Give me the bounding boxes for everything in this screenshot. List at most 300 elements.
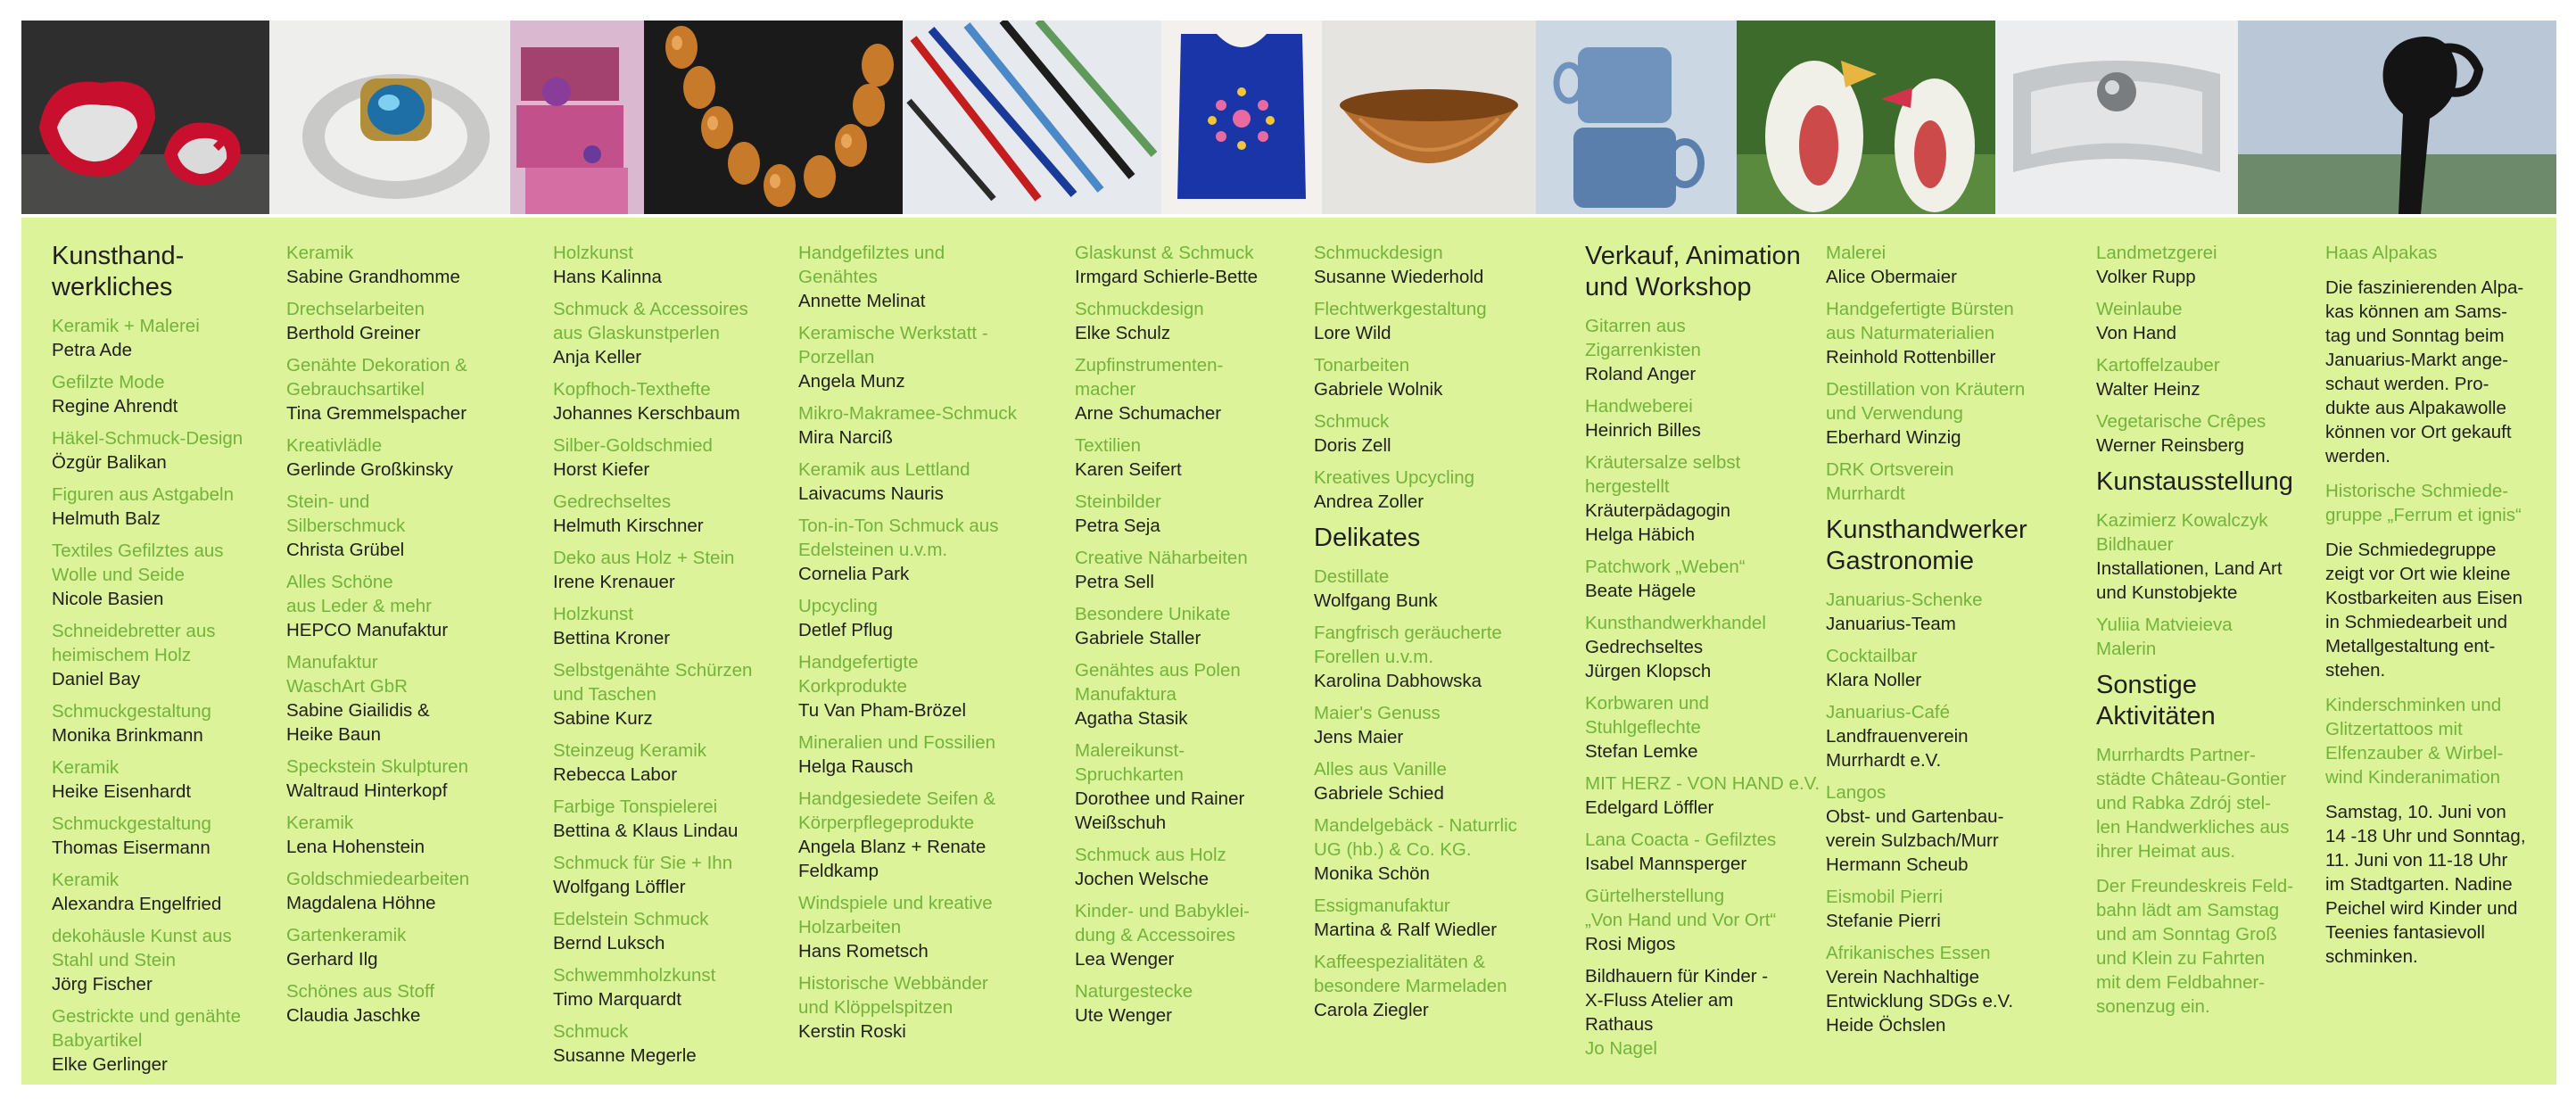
exhibitor-category: und Klöppelspitzen <box>798 997 954 1018</box>
activity-description: Die faszinierenden Alpa- kas können am Sams- tag und Sonntag beim Januarius-Markt ange- schaut werden. Pro- dukte aus Alpakawolle können vor Ort gekauft werden. <box>2325 277 2524 466</box>
column-4 <box>798 241 1061 1052</box>
exhibitor-name: Petra Ade <box>52 340 133 360</box>
exhibitor-entry <box>286 353 536 425</box>
exhibitor-category: Porzellan <box>798 347 875 367</box>
exhibitor-category: DRK Ortsverein <box>1826 459 1954 480</box>
exhibitor-entry <box>286 755 536 803</box>
exhibitor-category: Farbige Tonspielerei <box>553 796 718 817</box>
exhibitor-category: Malerin <box>2096 639 2157 659</box>
red-enamel-bowls-photo <box>21 21 269 214</box>
exhibitor-entry <box>52 924 288 996</box>
exhibitor-name: Susanne Megerle <box>553 1045 697 1066</box>
exhibitor-name: Christa Grübel <box>286 540 405 560</box>
exhibitor-name: Monika Schön <box>1314 863 1430 884</box>
exhibitor-entry <box>2096 508 2324 605</box>
exhibitor-entry <box>52 539 288 611</box>
exhibitor-entry <box>2096 241 2324 289</box>
exhibitor-category: Drechselarbeiten <box>286 299 425 319</box>
exhibitor-entry <box>2096 353 2324 401</box>
exhibitor-category: Handgesiedete Seifen & <box>798 788 996 809</box>
exhibitor-category: Kaffeespezialitäten & <box>1314 952 1486 972</box>
exhibitor-category: Langos <box>1826 782 1887 803</box>
exhibitor-category: Lana Coacta - Gefilztes <box>1585 830 1777 850</box>
exhibitor-name: Gerlinde Großkinsky <box>286 459 453 480</box>
exhibitor-category: Schmuckdesign <box>1075 299 1204 319</box>
exhibitor-entry <box>1075 433 1311 482</box>
exhibitor-category: besondere Marmeladen <box>1314 976 1507 996</box>
exhibitor-entry <box>1314 894 1573 942</box>
exhibitor-category: Holzarbeiten <box>798 917 902 937</box>
exhibitor-entry <box>1585 555 1830 603</box>
exhibitor-category: Januarius-Schenke <box>1826 590 1983 610</box>
exhibitor-category: Kräutersalze selbst <box>1585 452 1741 473</box>
exhibitor-panel <box>21 218 2556 1085</box>
pink-soap-photo <box>510 21 644 214</box>
exhibitor-name: X-Fluss Atelier am <box>1585 990 1734 1011</box>
exhibitor-category: Babyartikel <box>52 1030 143 1051</box>
exhibitor-name: Wolfgang Löffler <box>553 877 686 897</box>
exhibitor-category: aus Naturmaterialien <box>1826 323 1995 343</box>
exhibitor-category: Kunsthandwerkhandel <box>1585 613 1766 633</box>
exhibitor-category: Bildhauer <box>2096 534 2174 555</box>
silver-cuff-photo <box>1995 21 2238 214</box>
exhibitor-category: Speckstein Skulpturen <box>286 756 468 777</box>
exhibitor-entry <box>286 650 536 747</box>
exhibitor-entry <box>286 923 536 971</box>
exhibitor-entry <box>553 377 794 425</box>
exhibitor-category: Kazimierz Kowalczyk <box>2096 510 2268 531</box>
exhibitor-name: Mira Narciß <box>798 427 893 448</box>
exhibitor-name: Jens Maier <box>1314 727 1404 747</box>
activity-title: Murrhardts Partner- städte Château-Gontier und Rabka Zdrój stel- len Handwerkliches aus ihrer Heimat aus. <box>2096 745 2290 862</box>
exhibitor-category: Forellen u.v.m. <box>1314 647 1434 667</box>
exhibitor-category: Alles Schöne <box>286 572 393 592</box>
exhibitor-name: Sabine Grandhomme <box>286 267 460 287</box>
exhibitor-category: Steinbilder <box>1075 491 1161 512</box>
exhibitor-category: Malereikunst- <box>1075 740 1185 761</box>
exhibitor-name: Carola Ziegler <box>1314 1000 1429 1020</box>
exhibitor-name: Detlef Pflug <box>798 620 893 640</box>
exhibitor-category: Genähte Dekoration & <box>286 355 467 376</box>
exhibitor-name: Heinrich Billes <box>1585 420 1701 441</box>
exhibitor-name: Heike Baun <box>286 724 381 745</box>
exhibitor-entry <box>798 891 1061 963</box>
exhibitor-entry <box>1314 621 1573 693</box>
exhibitor-name: Martina & Ralf Wiedler <box>1314 920 1498 940</box>
exhibitor-category: Yuliia Matvieieva <box>2096 615 2233 635</box>
exhibitor-category: und Verwendung <box>1826 403 1963 424</box>
exhibitor-category: Häkel-Schmuck-Design <box>52 428 244 449</box>
exhibitor-category: Gestrickte und genähte <box>52 1006 241 1027</box>
exhibitor-name: Stefanie Pierri <box>1826 911 1941 931</box>
exhibitor-category: Schneidebretter aus <box>52 621 216 641</box>
exhibitor-category: Gürtelherstellung <box>1585 886 1725 906</box>
exhibitor-name: Heike Eisenhardt <box>52 781 192 802</box>
exhibitor-category: Flechtwerkgestaltung <box>1314 299 1487 319</box>
blue-vest-photo <box>1161 21 1322 214</box>
exhibitor-category: MIT HERZ - VON HAND e.V. <box>1585 773 1821 794</box>
exhibitor-category: Gedrechseltes <box>553 491 672 512</box>
exhibitor-category: Goldschmiedearbeiten <box>286 869 470 889</box>
exhibitor-name: Johannes Kerschbaum <box>553 403 740 424</box>
exhibitor-name: Reinhold Rottenbiller <box>1826 347 1996 367</box>
exhibitor-category: WaschArt GbR <box>286 676 408 697</box>
exhibitor-category: Selbstgenähte Schürzen <box>553 660 753 681</box>
exhibitor-name: Helga Häbich <box>1585 524 1696 545</box>
activity-title: Kinderschminken und Glitzertattoos mit Elfenzauber & Wirbel- wind Kinderanimation <box>2325 695 2504 788</box>
exhibitor-entry <box>553 1019 794 1068</box>
exhibitor-entry <box>553 851 794 899</box>
exhibitor-category: Stahl und Stein <box>52 950 177 970</box>
exhibitor-entry <box>553 297 794 369</box>
exhibitor-entry <box>1075 979 1311 1028</box>
exhibitor-category: Silberschmuck <box>286 516 406 536</box>
exhibitor-name: Walter Heinz <box>2096 379 2200 400</box>
exhibitor-name: Wolfgang Bunk <box>1314 590 1438 611</box>
exhibitor-category: Handweberei <box>1585 396 1693 417</box>
heading-verkauf-animation-workshop: Verkauf, Animation und Workshop <box>1585 242 1801 301</box>
exhibitor-entry <box>798 401 1061 450</box>
exhibitor-name: Alexandra Engelfried <box>52 894 222 914</box>
exhibitor-name: Rathaus <box>1585 1014 1654 1035</box>
exhibitor-name: Weißschuh <box>1075 813 1167 833</box>
exhibitor-entry <box>52 619 288 691</box>
exhibitor-category: Spruchkarten <box>1075 764 1184 785</box>
exhibitor-entry <box>1314 241 1573 289</box>
exhibitor-category: UG (hb.) & Co. KG. <box>1314 839 1472 860</box>
exhibitor-category: Destillation von Kräutern <box>1826 379 2026 400</box>
exhibitor-name: Doris Zell <box>1314 435 1391 456</box>
exhibitor-entry <box>2096 409 2324 458</box>
exhibitor-name: Tina Gremmelspacher <box>286 403 467 424</box>
exhibitor-entry <box>553 602 794 650</box>
exhibitor-category: Patchwork „Weben“ <box>1585 557 1746 577</box>
column-verkauf-animation-workshop <box>1585 241 1830 1069</box>
exhibitor-category: Kreativlädle <box>286 435 383 456</box>
exhibitor-category: Handgefertigte Bürsten <box>1826 299 2014 319</box>
exhibitor-category: Korkprodukte <box>798 676 907 697</box>
exhibitor-category: Schmuck & Accessoires <box>553 299 748 319</box>
exhibitor-entry <box>286 490 536 562</box>
exhibitor-entry <box>1075 490 1311 538</box>
column-9 <box>2096 241 2324 1029</box>
exhibitor-name: Werner Reinsberg <box>2096 435 2244 456</box>
exhibitor-category: Destillate <box>1314 566 1390 587</box>
exhibitor-name: Verein Nachhaltige <box>1826 967 1980 987</box>
exhibitor-name: Bildhauern für Kinder - <box>1585 966 1769 986</box>
exhibitor-name: Volker Rupp <box>2096 267 2196 287</box>
exhibitor-entry <box>1314 353 1573 401</box>
exhibitor-entry <box>1826 241 2085 289</box>
exhibitor-category: macher <box>1075 379 1136 400</box>
exhibitor-name: Beate Hägele <box>1585 581 1697 601</box>
exhibitor-name: Kerstin Roski <box>798 1021 906 1042</box>
exhibitor-entry <box>286 433 536 482</box>
exhibitor-entry <box>1075 241 1311 289</box>
heading-delikates: Delikates <box>1314 524 1421 552</box>
activity-description: Samstag, 10. Juni von 14 -18 Uhr und Sonntag, 11. Juni von 11-18 Uhr im Stadtgarten. Nadine Peichel wird Kinder und Teenies fantasievoll schminken. <box>2325 802 2526 967</box>
exhibitor-name: Hans Kalinna <box>553 267 662 287</box>
exhibitor-name: Isabel Mannsperger <box>1585 854 1747 874</box>
ceramic-birds-photo <box>1737 21 1995 214</box>
exhibitor-category: Schmuckgestaltung <box>52 813 211 834</box>
exhibitor-category: Kopfhoch-Texthefte <box>553 379 711 400</box>
exhibitor-entry <box>1826 644 2085 692</box>
exhibitor-entry <box>1585 884 1830 956</box>
exhibitor-entry <box>52 699 288 747</box>
exhibitor-name: Eberhard Winzig <box>1826 427 1961 448</box>
exhibitor-name: Lena Hohenstein <box>286 837 425 857</box>
exhibitor-entry <box>1314 813 1573 886</box>
blue-cups-photo <box>1536 21 1737 214</box>
exhibitor-entry <box>798 514 1061 586</box>
exhibitor-name: Cornelia Park <box>798 564 910 584</box>
exhibitor-category: Schmuckdesign <box>1314 243 1443 263</box>
exhibitor-name: Gabriele Wolnik <box>1314 379 1443 400</box>
exhibitor-name: Feldkamp <box>798 861 879 881</box>
exhibitor-name: Magdalena Höhne <box>286 893 436 913</box>
exhibitor-name: Daniel Bay <box>52 669 141 689</box>
exhibitor-entry <box>52 755 288 804</box>
exhibitor-entry <box>553 795 794 843</box>
heading-sonstige-aktivitaeten: Sonstige Aktivitäten <box>2096 671 2216 730</box>
exhibitor-name: Alice Obermaier <box>1826 267 1957 287</box>
exhibitor-category: Gitarren aus <box>1585 316 1686 336</box>
exhibitor-name: Angela Blanz + Renate <box>798 837 987 857</box>
exhibitor-name: Gedrechseltes <box>1585 637 1704 657</box>
column-5 <box>1075 241 1311 1036</box>
exhibitor-category: Textiles Gefilztes aus <box>52 541 224 561</box>
exhibitor-entry <box>553 546 794 594</box>
exhibitor-category: Mineralien und Fossilien <box>798 732 996 753</box>
exhibitor-name: Anja Keller <box>553 347 642 367</box>
exhibitor-entry <box>553 433 794 482</box>
exhibitor-category: Genähtes <box>798 267 878 287</box>
exhibitor-category: Mikro-Makramee-Schmuck <box>798 403 1017 424</box>
activity-description: Die Schmiedegruppe zeigt vor Ort wie kleine Kostbarkeiten aus Eisen in Schmiedearbeit und Metallgestaltung ent- stehen. <box>2325 540 2523 681</box>
exhibitor-entry <box>2096 613 2324 661</box>
exhibitor-entry <box>553 963 794 1011</box>
exhibitor-entry <box>286 979 536 1028</box>
exhibitor-name: verein Sulzbach/Murr <box>1826 830 1999 851</box>
exhibitor-entry <box>1585 450 1830 547</box>
wooden-bowl-photo <box>1322 21 1536 214</box>
exhibitor-entry <box>52 483 288 531</box>
column-8 <box>1826 241 2085 1045</box>
exhibitor-name: Thomas Eisermann <box>52 838 211 858</box>
exhibitor-name: HEPCO Manufaktur <box>286 620 449 640</box>
exhibitor-entry <box>1585 772 1830 820</box>
column-3 <box>553 241 794 1076</box>
exhibitor-name: Gabriele Staller <box>1075 628 1201 648</box>
exhibitor-category: Gebrauchsartikel <box>286 379 425 400</box>
exhibitor-entry <box>1075 843 1311 891</box>
exhibitor-name: Rebecca Labor <box>553 764 678 785</box>
exhibitor-category: Schmuckgestaltung <box>52 701 211 722</box>
exhibitor-category: Schönes aus Stoff <box>286 981 435 1002</box>
exhibitor-name: Susanne Wiederhold <box>1314 267 1484 287</box>
exhibitor-category: Keramik <box>52 757 120 778</box>
exhibitor-category: Zupfinstrumenten- <box>1075 355 1224 376</box>
exhibitor-category: Schmuck für Sie + Ihn <box>553 853 733 873</box>
exhibitor-name: Horst Kiefer <box>553 459 650 480</box>
exhibitor-entry <box>1314 950 1573 1022</box>
exhibitor-entry <box>1075 546 1311 594</box>
exhibitor-category: Kreatives Upcycling <box>1314 467 1475 488</box>
exhibitor-entry <box>1314 757 1573 805</box>
exhibitor-category: Edelstein Schmuck <box>553 909 709 929</box>
column-2 <box>286 241 536 1036</box>
heading-kunsthandwerker-gastronomie: Kunsthandwerker Gastronomie <box>1826 516 2027 575</box>
exhibitor-entry <box>1314 565 1573 613</box>
column-10 <box>2325 241 2548 979</box>
exhibitor-category: Creative Näharbeiten <box>1075 548 1248 568</box>
exhibitor-name: Landfrauenverein <box>1826 726 1969 747</box>
exhibitor-entry <box>52 426 288 475</box>
exhibitor-name: Sabine Kurz <box>553 708 653 729</box>
exhibitor-category: Keramik + Malerei <box>52 316 200 336</box>
exhibitor-category: Jo Nagel <box>1585 1038 1657 1059</box>
exhibitor-entry <box>1585 314 1830 386</box>
exhibitor-entry <box>798 971 1061 1044</box>
silver-ring-photo <box>269 21 510 214</box>
exhibitor-entry <box>553 490 794 538</box>
exhibitor-entry <box>52 370 288 418</box>
exhibitor-category: Maier's Genuss <box>1314 703 1441 723</box>
exhibitor-category: Cocktailbar <box>1826 646 1918 666</box>
exhibitor-name: Gerhard Ilg <box>286 949 378 970</box>
exhibitor-name: Heide Öchslen <box>1826 1015 1946 1036</box>
exhibitor-name: Entwicklung SDGs e.V. <box>1826 991 2014 1011</box>
exhibitor-category: Tonarbeiten <box>1314 355 1410 376</box>
exhibitor-name: Laivacums Nauris <box>798 483 944 504</box>
exhibitor-entry <box>1075 739 1311 835</box>
exhibitor-entry <box>286 570 536 642</box>
exhibitor-category: Manufaktur <box>286 652 378 673</box>
exhibitor-category: Gefilzte Mode <box>52 372 165 392</box>
exhibitor-name: Kräuterpädagogin <box>1585 500 1730 521</box>
exhibitor-name: Installationen, Land Art <box>2096 558 2283 579</box>
exhibitor-name: Dorothee und Rainer <box>1075 788 1245 809</box>
exhibitor-category: Keramik <box>286 243 354 263</box>
exhibitor-category: Silber-Goldschmied <box>553 435 713 456</box>
exhibitor-entry <box>553 658 794 730</box>
exhibitor-entry <box>798 241 1061 313</box>
exhibitor-category: Vegetarische Crêpes <box>2096 411 2266 432</box>
exhibitor-entry <box>798 787 1061 883</box>
exhibitor-entry <box>798 650 1061 722</box>
exhibitor-entry <box>1314 701 1573 749</box>
exhibitor-category: Murrhardt <box>1826 483 1905 504</box>
exhibitor-category: Gartenkeramik <box>286 925 407 945</box>
exhibitor-entry <box>798 321 1061 393</box>
exhibitor-name: Obst- und Gartenbau- <box>1826 806 2004 827</box>
exhibitor-category: Fangfrisch geräucherte <box>1314 623 1502 643</box>
exhibitor-entry <box>798 594 1061 642</box>
exhibitor-entry <box>1826 297 2085 369</box>
exhibitor-entry <box>1585 964 1830 1061</box>
exhibitor-name: Irmgard Schierle-Bette <box>1075 267 1259 287</box>
exhibitor-name: Timo Marquardt <box>553 989 681 1010</box>
column-kunsthandwerkliches <box>52 241 288 1085</box>
exhibitor-name: Elke Gerlinger <box>52 1054 168 1075</box>
exhibitor-name: Regine Ahrendt <box>52 396 178 417</box>
exhibitor-name: Jörg Fischer <box>52 974 153 995</box>
exhibitor-category: Handgefilztes und <box>798 243 945 263</box>
iron-ram-photo <box>2238 21 2556 214</box>
exhibitor-category: Genähtes aus Polen <box>1075 660 1241 681</box>
exhibitor-name: Lore Wild <box>1314 323 1391 343</box>
exhibitor-entry <box>798 730 1061 779</box>
exhibitor-entry <box>286 811 536 859</box>
exhibitor-name: Angela Munz <box>798 371 905 392</box>
exhibitor-entry <box>52 314 288 362</box>
exhibitor-category: Holzkunst <box>553 243 634 263</box>
activity-title: Der Freundeskreis Feld- bahn lädt am Samstag und am Sonntag Groß und Klein zu Fahrten mit dem Feldbahner- sonenzug ein. <box>2096 876 2294 1017</box>
exhibitor-name: Karolina Dabhowska <box>1314 671 1482 691</box>
exhibitor-category: heimischem Holz <box>52 645 192 665</box>
exhibitor-category: Stein- und <box>286 491 370 512</box>
exhibitor-entry <box>1826 588 2085 636</box>
exhibitor-name: Agatha Stasik <box>1075 708 1188 729</box>
exhibitor-name: Petra Seja <box>1075 516 1160 536</box>
exhibitor-name: Sabine Giailidis & <box>286 700 430 721</box>
exhibitor-entry <box>1826 885 2085 933</box>
exhibitor-name: Elke Schulz <box>1075 323 1171 343</box>
exhibitor-name: Rosi Migos <box>1585 934 1676 954</box>
exhibitor-name: Karen Seifert <box>1075 459 1182 480</box>
exhibitor-category: Weinlaube <box>2096 299 2183 319</box>
exhibitor-entry <box>1826 941 2085 1037</box>
exhibitor-category: Besondere Unikate <box>1075 604 1231 624</box>
exhibitor-name: Nicole Basien <box>52 589 164 609</box>
exhibitor-category: Stuhlgeflechte <box>1585 717 1701 738</box>
exhibitor-category: und Taschen <box>553 684 656 705</box>
exhibitor-category: Deko aus Holz + Stein <box>553 548 735 568</box>
exhibitor-category: Kinder- und Babyklei- <box>1075 901 1250 921</box>
exhibitor-entry <box>1585 691 1830 763</box>
heading-kunsthandwerkliches: Kunsthand- werkliches <box>52 242 185 301</box>
exhibitor-entry <box>1075 658 1311 730</box>
exhibitor-name: Hermann Scheub <box>1826 854 1969 875</box>
exhibitor-name: Gabriele Schied <box>1314 783 1444 804</box>
exhibitor-entry <box>52 868 288 916</box>
exhibitor-name: Claudia Jaschke <box>286 1005 421 1026</box>
exhibitor-category: Malerei <box>1826 243 1887 263</box>
exhibitor-name: Januarius-Team <box>1826 614 1956 634</box>
exhibitor-name: Helga Rausch <box>798 756 913 777</box>
exhibitor-category: Windspiele und kreative <box>798 893 993 913</box>
exhibitor-name: Roland Anger <box>1585 364 1697 384</box>
exhibitor-name: Helmuth Balz <box>52 508 161 529</box>
exhibitor-entry <box>798 458 1061 506</box>
exhibitor-category: Essigmanufaktur <box>1314 896 1450 916</box>
exhibitor-category: Historische Webbänder <box>798 973 988 994</box>
exhibitor-category: Keramik <box>52 870 120 890</box>
amber-necklace-photo <box>644 21 903 214</box>
exhibitor-entry <box>553 241 794 289</box>
exhibitor-entry <box>1075 602 1311 650</box>
exhibitor-name: Bettina & Klaus Lindau <box>553 821 739 841</box>
exhibitor-category: Glaskunst & Schmuck <box>1075 243 1254 263</box>
exhibitor-category: Januarius-Café <box>1826 702 1951 722</box>
exhibitor-name: Tu Van Pham-Brözel <box>798 700 966 721</box>
exhibitor-name: Ute Wenger <box>1075 1005 1173 1026</box>
exhibitor-entry <box>52 1004 288 1077</box>
exhibitor-category: Kartoffelzauber <box>2096 355 2220 376</box>
exhibitor-entry <box>1826 377 2085 450</box>
exhibitor-name: Von Hand <box>2096 323 2177 343</box>
